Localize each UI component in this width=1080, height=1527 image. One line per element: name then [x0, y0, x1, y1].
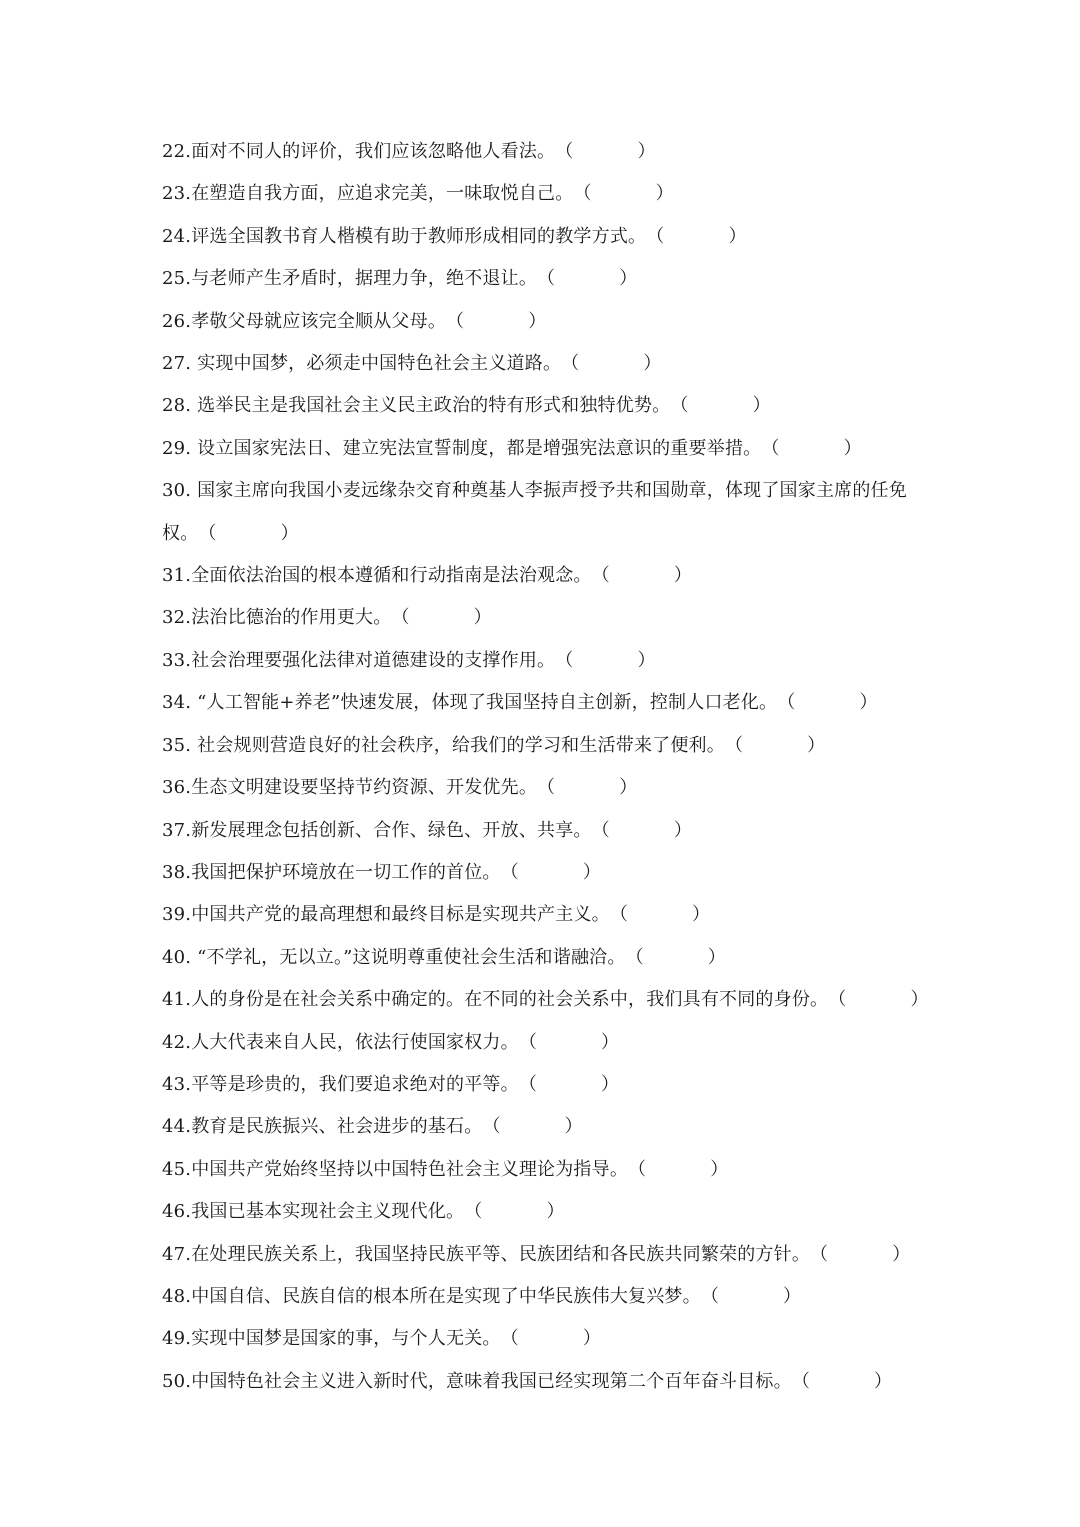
question-number: 26.: [162, 310, 192, 332]
question-item-32: [162, 597, 932, 639]
question-number: 47.: [162, 1243, 192, 1265]
answer-blank[interactable]: （ ）: [561, 353, 662, 375]
answer-blank[interactable]: （ ）: [625, 946, 726, 968]
answer-blank[interactable]: （ ）: [446, 310, 547, 332]
question-text: 人的身份是在社会关系中确定的。在不同的社会关系中，我们具有不同的身份。: [191, 989, 829, 1011]
question-number: 46.: [162, 1201, 192, 1223]
answer-blank[interactable]: （ ）: [828, 989, 929, 1011]
question-item-49: [162, 1318, 932, 1360]
question-item-26: [162, 301, 932, 343]
question-item-35: [162, 725, 932, 767]
question-text: 面对不同人的评价，我们应该忽略他人看法。: [191, 141, 556, 162]
question-item-45: [162, 1149, 932, 1191]
question-item-28: [162, 385, 932, 427]
answer-blank[interactable]: （ ）: [555, 141, 656, 162]
question-text: 在处理民族关系上，我国坚持民族平等、民族团结和各民族共同繁荣的方针。: [191, 1243, 811, 1265]
answer-blank[interactable]: （ ）: [700, 1285, 802, 1307]
question-text: 国家主席向我国小麦远缘杂交育种奠基人李振声授予共和国勋章，体现了国家主席的任免权。: [162, 480, 907, 544]
question-number: 38.: [162, 861, 192, 883]
question-number: 50.: [162, 1370, 192, 1392]
question-item-24: [162, 216, 932, 258]
question-text: 法治比德治的作用更大。: [191, 607, 392, 629]
question-item-40: [162, 937, 932, 979]
answer-blank[interactable]: （ ）: [791, 1370, 893, 1392]
question-item-42: [162, 1022, 932, 1064]
question-number: 28.: [162, 395, 198, 417]
question-text: 选举民主是我国社会主义民主政治的特有形式和独特优势。: [197, 395, 671, 417]
question-text: 人大代表来自人民，依法行使国家权力。: [191, 1031, 519, 1053]
question-text: 与老师产生矛盾时，据理力争，绝不退让。: [191, 268, 538, 290]
answer-blank[interactable]: （ ）: [777, 692, 878, 714]
question-text: 新发展理念包括创新、合作、绿色、开放、共享。: [191, 819, 592, 841]
question-text: 我国已基本实现社会主义现代化。: [191, 1201, 465, 1223]
question-item-48: [162, 1276, 932, 1318]
question-text: “人工智能+养老”快速发展，体现了我国坚持自主创新，控制人口老化。: [197, 692, 778, 714]
question-number: 36.: [162, 777, 192, 799]
question-number: 29.: [162, 437, 198, 459]
question-number: 31.: [162, 565, 192, 587]
answer-blank[interactable]: （ ）: [500, 1328, 602, 1350]
question-number: 44.: [162, 1116, 192, 1138]
question-text: 社会规则营造良好的社会秩序，给我们的学习和生活带来了便利。: [197, 734, 725, 756]
question-text: 中国特色社会主义进入新时代，意味着我国已经实现第二个百年奋斗目标。: [191, 1370, 792, 1392]
answer-blank[interactable]: （ ）: [391, 607, 492, 629]
question-item-41: [162, 979, 932, 1021]
question-item-33: [162, 640, 932, 682]
answer-blank[interactable]: （ ）: [670, 395, 771, 417]
question-item-47: [162, 1234, 932, 1276]
answer-blank[interactable]: （ ）: [628, 1158, 729, 1180]
question-number: 23.: [162, 183, 192, 205]
question-text: 中国共产党的最高理想和最终目标是实现共产主义。: [191, 904, 610, 926]
question-item-22: [162, 131, 932, 173]
answer-blank[interactable]: （ ）: [609, 904, 711, 926]
question-item-31: [162, 555, 932, 597]
question-number: 33.: [162, 649, 192, 671]
true-false-question-list: [162, 131, 932, 1403]
question-item-36: [162, 767, 932, 809]
question-text: 我国把保护环境放在一切工作的首位。: [191, 861, 501, 883]
question-number: 42.: [162, 1031, 192, 1053]
question-item-23: [162, 173, 932, 215]
question-text: 实现中国梦是国家的事，与个人无关。: [191, 1328, 501, 1350]
question-item-27: [162, 343, 932, 385]
question-item-30: [162, 470, 932, 555]
question-number: 35.: [162, 734, 198, 756]
answer-blank[interactable]: （ ）: [761, 437, 862, 459]
answer-blank[interactable]: （ ）: [482, 1116, 583, 1138]
question-item-29: [162, 428, 932, 470]
question-number: 39.: [162, 904, 192, 926]
answer-blank[interactable]: （ ）: [810, 1243, 911, 1265]
question-item-50: [162, 1361, 932, 1403]
answer-blank[interactable]: （ ）: [518, 1073, 620, 1095]
question-text: 孝敬父母就应该完全顺从父母。: [191, 310, 447, 332]
question-text: 中国自信、民族自信的根本所在是实现了中华民族伟大复兴梦。: [191, 1285, 701, 1307]
answer-blank[interactable]: （ ）: [724, 734, 826, 756]
question-text: 社会治理要强化法律对道德建设的支撑作用。: [191, 649, 556, 671]
answer-blank[interactable]: （ ）: [646, 225, 747, 247]
answer-blank[interactable]: （ ）: [500, 861, 602, 883]
question-text: 在塑造自我方面，应追求完美，一味取悦自己。: [191, 183, 574, 205]
question-number: 37.: [162, 819, 192, 841]
question-item-39: [162, 894, 932, 936]
question-number: 49.: [162, 1328, 192, 1350]
question-text: 设立国家宪法日、建立宪法宣誓制度，都是增强宪法意识的重要举措。: [197, 437, 762, 459]
answer-blank[interactable]: （ ）: [198, 522, 299, 544]
answer-blank[interactable]: （ ）: [464, 1201, 565, 1223]
answer-blank[interactable]: （ ）: [591, 819, 693, 841]
answer-blank[interactable]: （ ）: [573, 183, 674, 205]
answer-blank[interactable]: （ ）: [555, 649, 656, 671]
question-number: 34.: [162, 692, 198, 714]
answer-blank[interactable]: （ ）: [591, 565, 693, 587]
question-number: 32.: [162, 607, 192, 629]
question-number: 25.: [162, 268, 192, 290]
question-item-37: [162, 810, 932, 852]
answer-blank[interactable]: （ ）: [537, 268, 638, 290]
question-item-34: [162, 682, 932, 724]
question-item-25: [162, 258, 932, 300]
question-number: 40.: [162, 946, 198, 968]
question-text: 实现中国梦，必须走中国特色社会主义道路。: [197, 353, 562, 375]
question-number: 22.: [162, 141, 192, 162]
question-number: 24.: [162, 225, 192, 247]
question-item-38: [162, 852, 932, 894]
question-number: 27.: [162, 353, 198, 375]
question-number: 30.: [162, 480, 198, 502]
question-text: 生态文明建设要坚持节约资源、开发优先。: [191, 777, 538, 799]
answer-blank[interactable]: （ ）: [518, 1031, 620, 1053]
question-number: 41.: [162, 989, 192, 1011]
question-text: 平等是珍贵的，我们要追求绝对的平等。: [191, 1073, 519, 1095]
question-item-43: [162, 1064, 932, 1106]
question-text: 教育是民族振兴、社会进步的基石。: [191, 1116, 483, 1138]
question-number: 43.: [162, 1073, 192, 1095]
question-text: 评选全国教书育人楷模有助于教师形成相同的教学方式。: [191, 225, 647, 247]
question-text: 中国共产党始终坚持以中国特色社会主义理论为指导。: [191, 1158, 629, 1180]
question-number: 45.: [162, 1158, 192, 1180]
question-number: 48.: [162, 1285, 192, 1307]
answer-blank[interactable]: （ ）: [537, 777, 638, 799]
question-item-46: [162, 1191, 932, 1233]
question-item-44: [162, 1106, 932, 1148]
question-text: “不学礼，无以立。”这说明尊重使社会生活和谐融洽。: [197, 946, 626, 968]
question-text: 全面依法治国的根本遵循和行动指南是法治观念。: [191, 565, 592, 587]
